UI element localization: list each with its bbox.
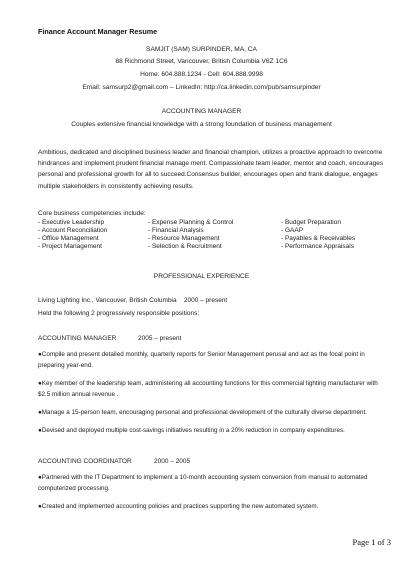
role-header (38, 335, 181, 342)
contact-line: Email: samsurp2@gmail.com – LinkedIn: http://ca.linkedin.com/pub/samsurpinder (82, 84, 321, 91)
competency-item: - GAAP (281, 227, 304, 234)
competency-item: - Resource Management (148, 235, 220, 242)
phone-line: Home: 604.888.1234 - Cell: 604.888.9998 (140, 71, 263, 78)
competencies-intro: Core business competencies include: (38, 210, 146, 217)
summary-tagline: Couples extensive financial knowledge with a strong foundation of business management (71, 121, 332, 128)
competencies-column-3 (281, 219, 355, 251)
employer-name: Living Lighting Inc., Vancouver, British Columbia (38, 297, 177, 304)
role-bullet: ●Compile and present detailed monthly, quarterly reports for Senior Management perusal and act as the focal point in preparing year-end. (38, 351, 365, 370)
competency-item: - Expense Planning & Control (148, 219, 234, 226)
candidate-name: SAMJIT (SAM) SURPINDER, MA, CA (146, 46, 257, 53)
role-bullet: ●Created and implemented accounting policies and practices supporting the new automated system. (38, 503, 319, 510)
competency-item: - Project Management (38, 243, 102, 250)
competency-item: - Financial Analysis (148, 227, 204, 234)
document-title: Finance Account Manager Resume (38, 27, 158, 36)
experience-heading: PROFESSIONAL EXPERIENCE (153, 273, 250, 280)
competency-item: - Office Management (38, 235, 99, 242)
role-bullet: ●Devised and deployed multiple cost-savings initiatives resulting in a 20% reduction in company expenditures. (38, 427, 345, 434)
role-bullet: ●Partnered with the IT Department to implement a 10-month accounting system conversion from manual to automated computerized processing. (38, 474, 368, 493)
competency-item: - Budget Preparation (281, 219, 341, 226)
employer-line (38, 297, 227, 304)
summary-heading: ACCOUNTING MANAGER (161, 108, 242, 115)
competency-item: - Selection & Recruitment (148, 243, 222, 250)
role-title: ACCOUNTING COORDINATOR (38, 458, 132, 465)
role-header (38, 458, 190, 465)
competencies-column-1 (38, 219, 107, 251)
competency-item: - Performance Appraisals (281, 243, 354, 250)
address-line: 88 Richmond Street, Vancouver, British Columbia V6Z 1C6 (115, 58, 288, 65)
competency-item: - Payables & Receivables (281, 235, 356, 242)
competency-item: - Executive Leadership (38, 219, 105, 226)
role-dates: 2000 – 2005 (154, 458, 191, 465)
page-number: Page 1 of 3 (352, 537, 391, 547)
role-title: ACCOUNTING MANAGER (38, 335, 117, 342)
role-bullet: ●Key member of the leadership team, administering all accounting functions for this commercial lighting manufacturer with $2.5 million annual revenue . (38, 380, 378, 399)
positions-note: Held the following 2 progressively responsible positions: (38, 310, 200, 317)
role-bullet: ●Manage a 15-person team, encouraging personal and professional development of the culturally diverse department. (38, 409, 367, 416)
role-dates: 2005 – present (138, 335, 182, 342)
summary-paragraph: Ambitious, dedicated and disciplined business leader and financial champion, utilizes a proactive approach to overcome hindrances and implement prudent financial manage ment. Compassionate team leader, mentor and coach, encourages personal and professional growth for all to succeed.Consensus builder, encourages open and frank dialogue, engages multiple stakeholders in consistently achieving results. (38, 149, 384, 190)
employer-dates: 2000 – present (183, 297, 228, 304)
competency-item: - Account Reconciliation (38, 227, 108, 234)
competencies-column-2 (148, 219, 233, 251)
